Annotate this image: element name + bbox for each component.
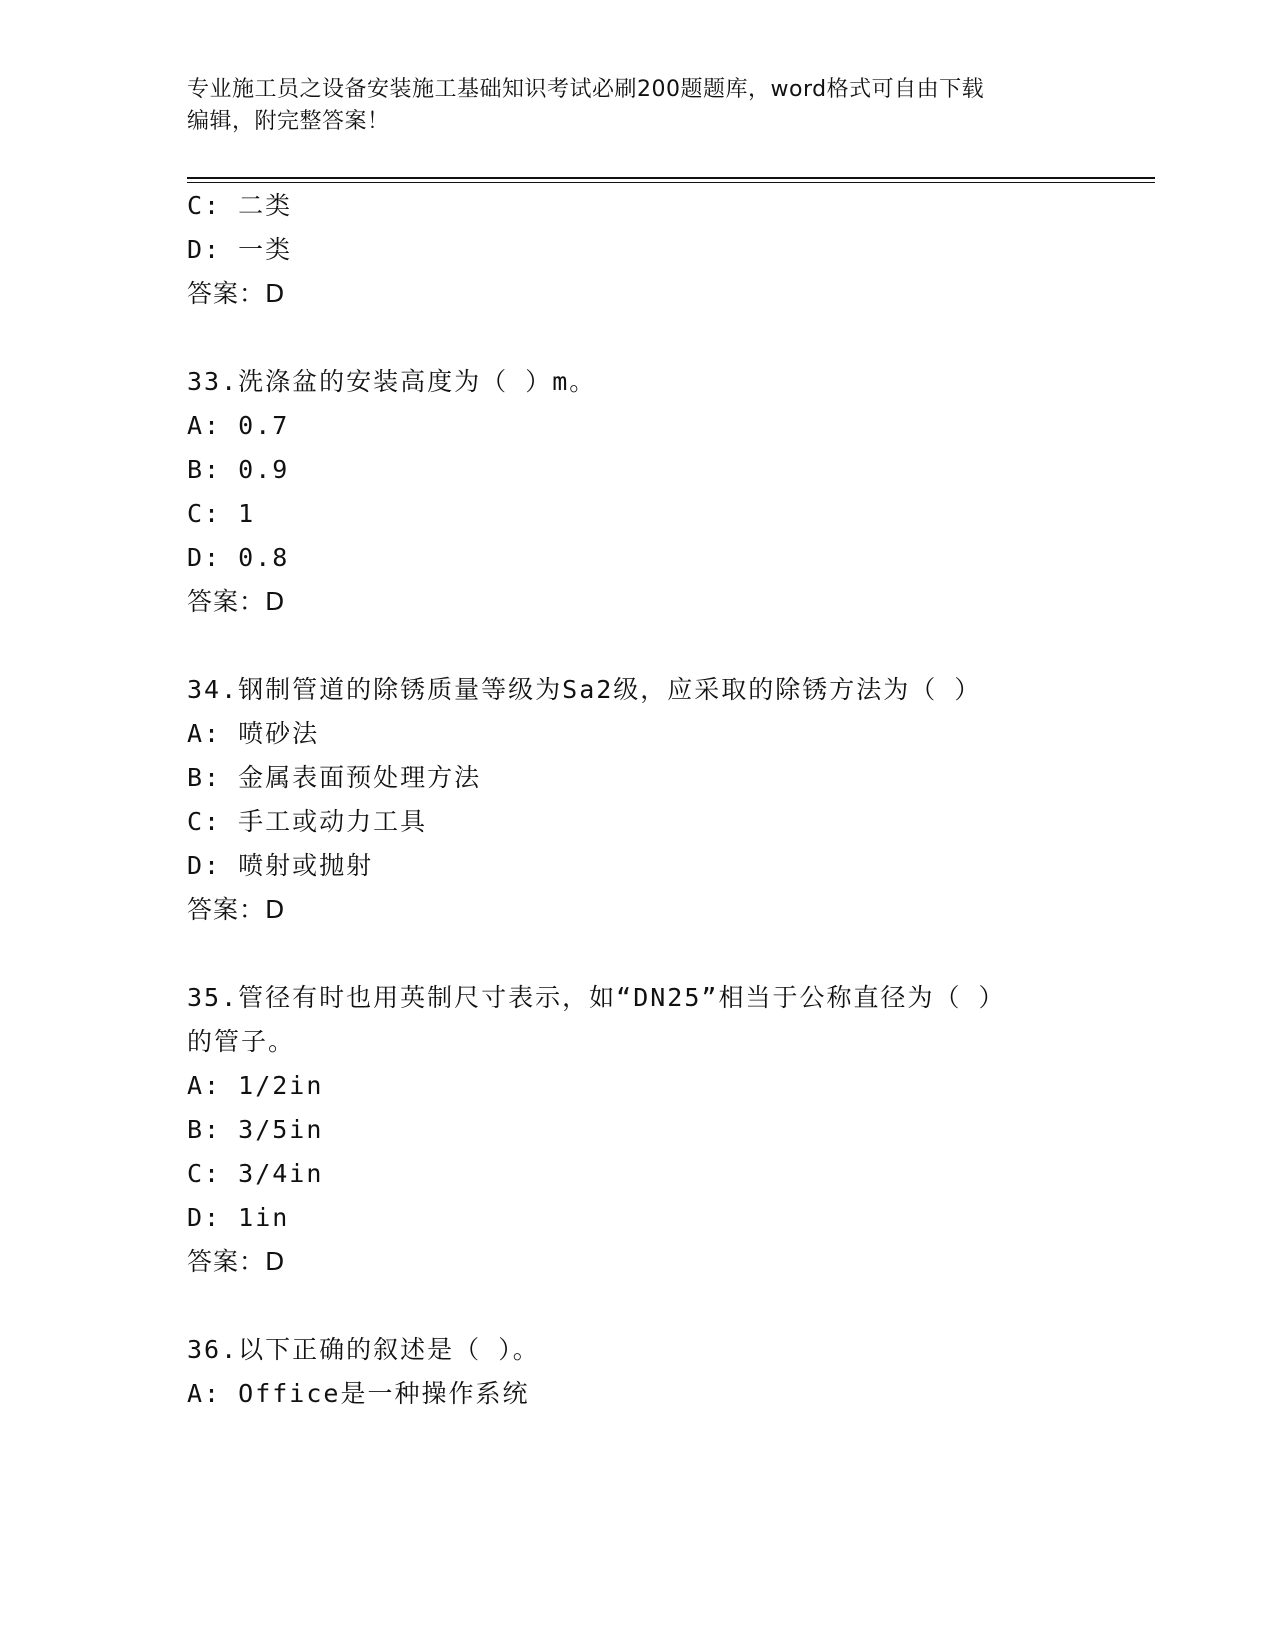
- question-stem: 35.管径有时也用英制尺寸表示，如“DN25”相当于公称直径为（ ）: [187, 983, 1006, 1012]
- option-a: A: 1/2in: [187, 1071, 324, 1100]
- option-d: D: 1in: [187, 1203, 290, 1232]
- question-stem: 33.洗涤盆的安装高度为（ ）m。: [187, 367, 597, 396]
- option-d: D: 0.8: [187, 543, 290, 572]
- question-stem: 36.以下正确的叙述是（ ）。: [187, 1335, 540, 1364]
- header-line-1: 专业施工员之设备安装施工基础知识考试必刷200题题库，word格式可自由下载: [187, 77, 985, 102]
- answer: 答案：D: [187, 587, 286, 616]
- option-c: C: 二类: [187, 191, 293, 220]
- option-a: A: 0.7: [187, 411, 290, 440]
- header-line-2: 编辑，附完整答案！: [187, 109, 390, 134]
- option-b: B: 0.9: [187, 455, 290, 484]
- answer: 答案：D: [187, 895, 286, 924]
- header-divider-thin: [187, 182, 1155, 183]
- option-a: A: Office是一种操作系统: [187, 1379, 530, 1408]
- option-c: C: 3/4in: [187, 1159, 324, 1188]
- answer: 答案：D: [187, 279, 286, 308]
- option-c: C: 手工或动力工具: [187, 807, 428, 836]
- document-header: [187, 74, 1087, 138]
- option-d: D: 一类: [187, 235, 293, 264]
- option-d: D: 喷射或抛射: [187, 851, 374, 880]
- option-b: B: 3/5in: [187, 1115, 324, 1144]
- option-c: C: 1: [187, 499, 256, 528]
- question-stem-continued: 的管子。: [187, 1027, 296, 1056]
- option-a: A: 喷砂法: [187, 719, 320, 748]
- answer: 答案：D: [187, 1247, 286, 1276]
- header-divider: [187, 177, 1155, 179]
- option-b: B: 金属表面预处理方法: [187, 763, 482, 792]
- question-stem: 34.钢制管道的除锈质量等级为Sa2级，应采取的除锈方法为（ ）: [187, 675, 982, 704]
